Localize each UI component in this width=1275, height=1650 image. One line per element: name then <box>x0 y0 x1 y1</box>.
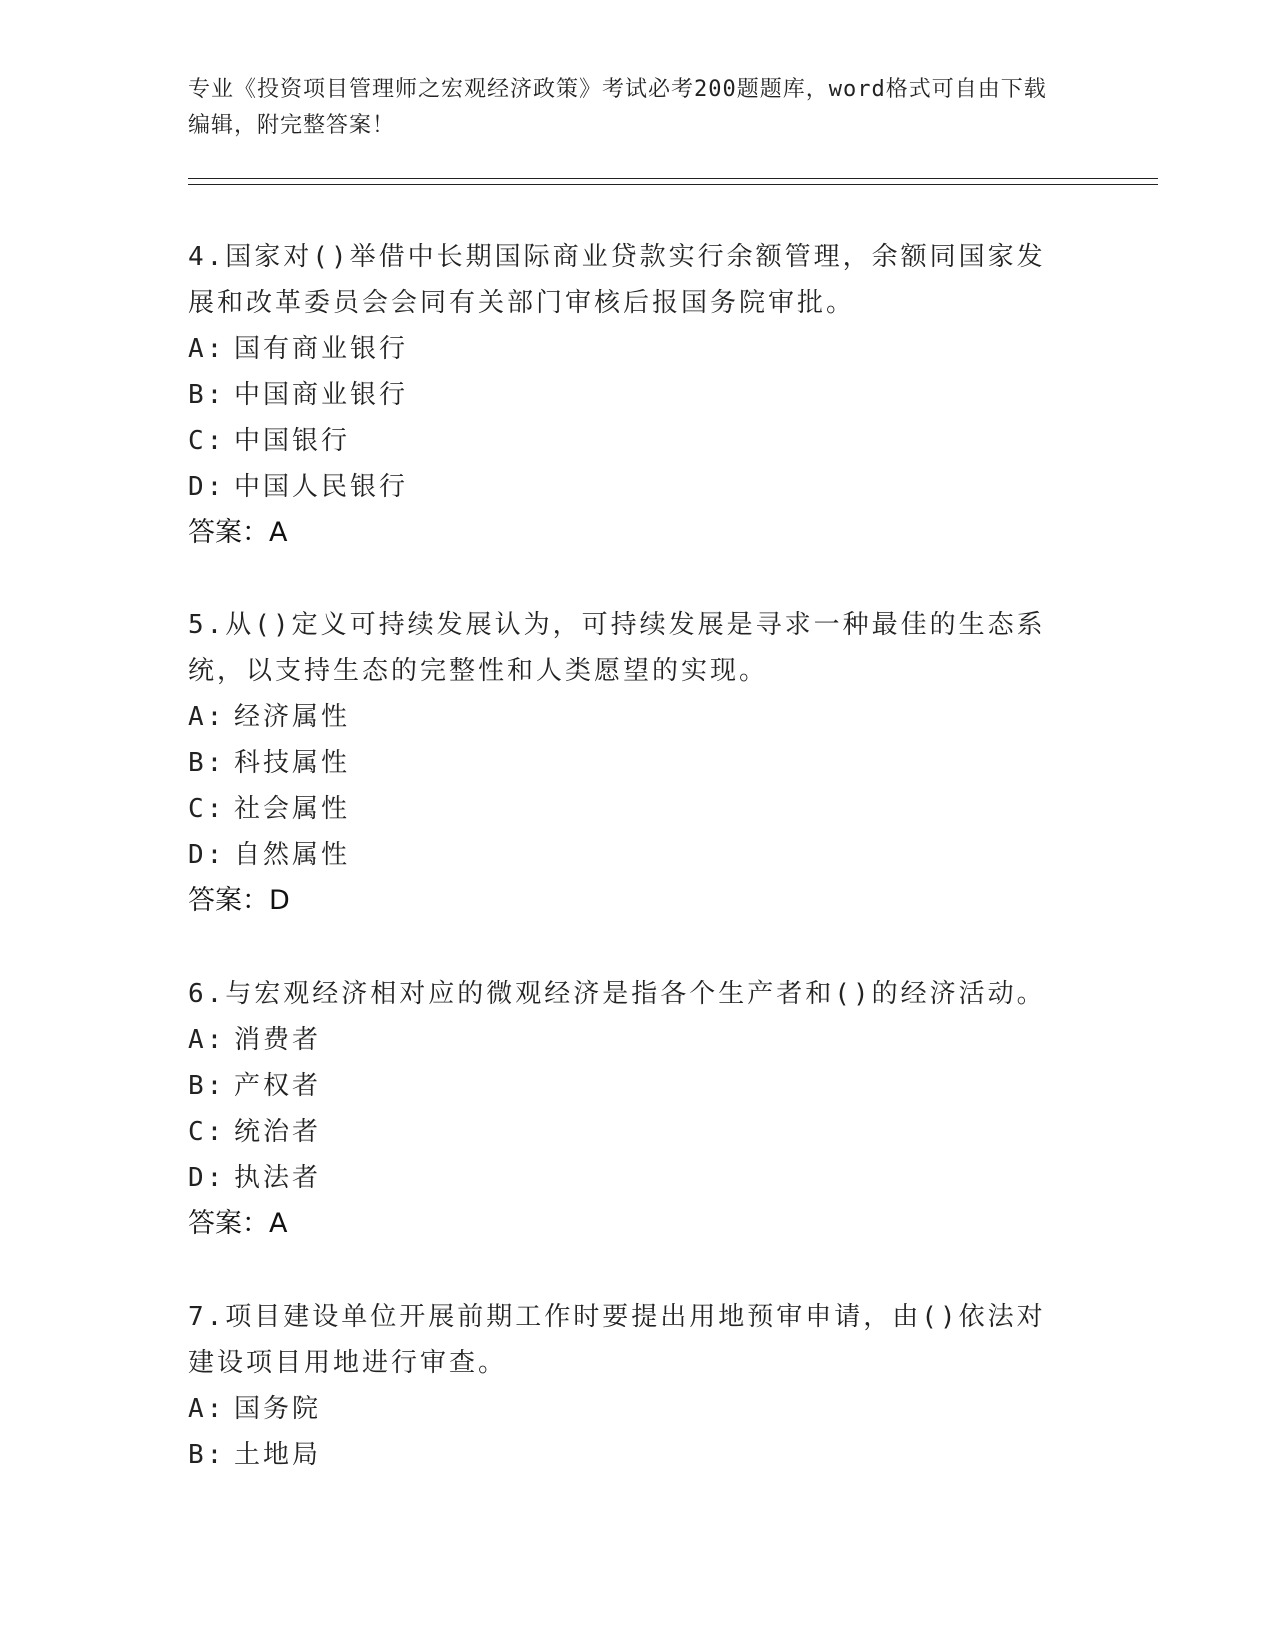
question-stem: 6.与宏观经济相对应的微观经济是指各个生产者和()的经济活动。 <box>188 979 1046 1009</box>
option-a <box>188 1386 1068 1432</box>
option-b <box>188 1432 1068 1478</box>
option-text: 执法者 <box>234 1163 322 1193</box>
option-text: 经济属性 <box>234 702 351 732</box>
answer-line: 答案：A <box>188 1208 288 1239</box>
option-letter: A: <box>188 1394 226 1424</box>
option-text: 自然属性 <box>234 840 351 870</box>
header-divider-top <box>188 178 1158 179</box>
option-b <box>188 740 1068 786</box>
option-a <box>188 694 1068 740</box>
option-d <box>188 1155 1068 1201</box>
option-text: 科技属性 <box>234 748 351 778</box>
option-a <box>188 326 1068 372</box>
option-c <box>188 418 1068 464</box>
question-4 <box>188 234 1068 556</box>
option-a <box>188 1017 1068 1063</box>
option-text: 产权者 <box>234 1071 322 1101</box>
option-text: 社会属性 <box>234 794 351 824</box>
option-text: 土地局 <box>234 1440 322 1470</box>
option-letter: A: <box>188 334 226 364</box>
option-letter: C: <box>188 426 226 456</box>
option-text: 消费者 <box>234 1025 322 1055</box>
option-letter: C: <box>188 1117 226 1147</box>
question-7 <box>188 1294 1068 1478</box>
option-d <box>188 464 1068 510</box>
option-text: 中国银行 <box>234 426 351 456</box>
question-5 <box>188 602 1068 924</box>
option-b <box>188 372 1068 418</box>
option-letter: C: <box>188 794 226 824</box>
option-c <box>188 786 1068 832</box>
document-header: 专业《投资项目管理师之宏观经济政策》考试必考200题题库，word格式可自由下载编辑，附完整答案！ <box>188 77 1047 138</box>
answer-line: 答案：A <box>188 517 288 548</box>
option-c <box>188 1109 1068 1155</box>
option-text: 国务院 <box>234 1394 322 1424</box>
option-letter: A: <box>188 702 226 732</box>
option-letter: B: <box>188 1440 226 1470</box>
option-letter: B: <box>188 1071 226 1101</box>
question-stem: 7.项目建设单位开展前期工作时要提出用地预审申请，由()依法对建设项目用地进行审查。 <box>188 1302 1046 1378</box>
question-6 <box>188 971 1068 1247</box>
question-stem: 4.国家对()举借中长期国际商业贷款实行余额管理，余额同国家发展和改革委员会会同有关部门审核后报国务院审批。 <box>188 242 1046 318</box>
option-letter: D: <box>188 1163 226 1193</box>
option-text: 中国商业银行 <box>234 380 409 410</box>
option-b <box>188 1063 1068 1109</box>
option-letter: B: <box>188 748 226 778</box>
option-letter: D: <box>188 840 226 870</box>
header-divider-bottom <box>188 184 1158 185</box>
question-stem: 5.从()定义可持续发展认为，可持续发展是寻求一种最佳的生态系统，以支持生态的完整性和人类愿望的实现。 <box>188 610 1046 686</box>
option-letter: D: <box>188 472 226 502</box>
option-text: 中国人民银行 <box>234 472 409 502</box>
answer-line: 答案：D <box>188 885 290 916</box>
option-text: 国有商业银行 <box>234 334 409 364</box>
option-letter: A: <box>188 1025 226 1055</box>
option-letter: B: <box>188 380 226 410</box>
option-d <box>188 832 1068 878</box>
option-text: 统治者 <box>234 1117 322 1147</box>
